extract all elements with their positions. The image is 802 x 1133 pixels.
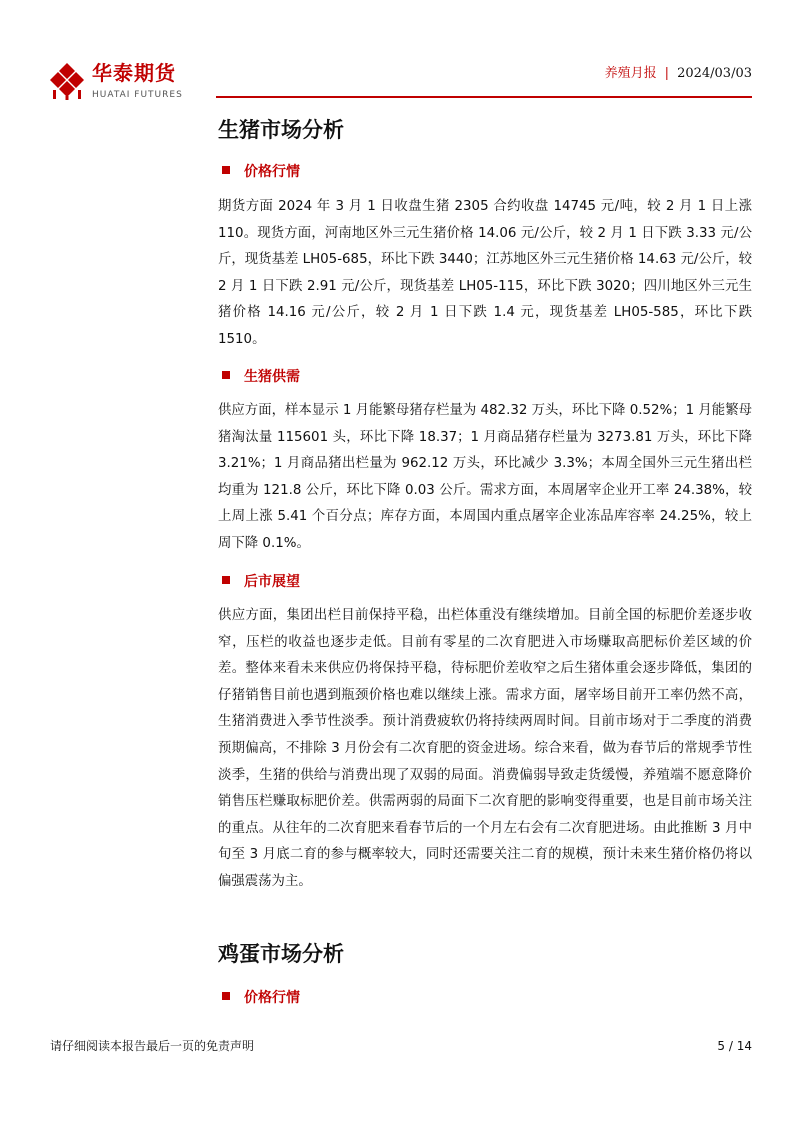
huatai-logo-icon xyxy=(50,62,84,100)
bullet-square-icon xyxy=(222,992,230,1000)
bullet-square-icon xyxy=(222,576,230,584)
report-category: 养殖月报 xyxy=(604,66,657,81)
subsection-heading-hog-supply-demand xyxy=(222,368,300,386)
subsection-heading-label: 后市展望 xyxy=(244,574,300,590)
paragraph-hog-supply-demand: 供应方面，样本显示 1 月能繁母猪存栏量为 482.32 万头，环比下降 0.52%；1 月能繁母猪淘汰量 115601 头，环比下降 18.37；1 月商品猪存栏量为 3273.81 万头，环比下降 3.21%；1 月商品猪出栏量为 962.12 万头，环比减少 3.3%；本周全国外三元生猪出栏均重为 121.8 公斤，环比下降 0.03 公斤。需求方面，本周屠宰企业开工率 24.38%，较上周上涨 5.41 个百分点；库存方面，本周国内重点屠宰企业冻品库容率 24.25%，较上周下降 0.1%。 xyxy=(218,403,752,551)
subsection-heading-label: 价格行情 xyxy=(244,990,300,1006)
brand-name-en: HUATAI FUTURES xyxy=(92,90,183,100)
subsection-heading-hog-outlook xyxy=(222,573,300,591)
subsection-heading-egg-price xyxy=(222,989,300,1007)
header-separator: | xyxy=(664,66,670,81)
report-date: 2024/03/03 xyxy=(677,66,752,81)
brand-name-cn: 华泰期货 xyxy=(92,61,176,85)
page-number: 5 / 14 xyxy=(717,1039,752,1053)
report-meta xyxy=(605,66,752,82)
bullet-square-icon xyxy=(222,371,230,379)
subsection-heading-label: 生猪供需 xyxy=(244,369,300,385)
paragraph-hog-price: 期货方面 2024 年 3 月 1 日收盘生猪 2305 合约收盘 14745 元/吨，较 2 月 1 日上涨 110。现货方面，河南地区外三元生猪价格 14.06 元/公斤，较 2 月 1 日下跌 3.33 元/公斤，现货基差 LH05-685，环比下跌 3440；江苏地区外三元生猪价格 14.63 元/公斤，较 2 月 1 日下跌 2.91 元/公斤，现货基差 LH05-115，环比下跌 3020；四川地区外三元生猪价格 14.16 元/公斤，较 2 月 1 日下跌 1.4 元，现货基差 LH05-585，环比下跌 1510。 xyxy=(218,199,752,347)
subsection-heading-label: 价格行情 xyxy=(244,164,300,180)
header-divider xyxy=(216,96,752,98)
section-title-hog: 生猪市场分析 xyxy=(218,118,344,142)
bullet-square-icon xyxy=(222,166,230,174)
footer-disclaimer: 请仔细阅读本报告最后一页的免责声明 xyxy=(50,1039,255,1053)
subsection-heading-hog-price xyxy=(222,163,300,181)
section-title-egg: 鸡蛋市场分析 xyxy=(218,942,344,966)
paragraph-hog-outlook: 供应方面，集团出栏目前保持平稳，出栏体重没有继续增加。目前全国的标肥价差逐步收窄，压栏的收益也逐步走低。目前有零星的二次育肥进入市场赚取高肥标价差区域的价差。整体来看未来供应仍将保持平稳，待标肥价差收窄之后生猪体重会逐步降低，集团的仔猪销售目前也遇到瓶颈价格也难以继续上涨。需求方面，屠宰场目前开工率仍然不高，生猪消费进入季节性淡季。预计消费疲软仍将持续两周时间。目前市场对于二季度的消费预期偏高，不排除 3 月份会有二次育肥的资金进场。综合来看，做为春节后的常规季节性淡季，生猪的供给与消费出现了双弱的局面。消费偏弱导致走货缓慢，养殖端不愿意降价销售压栏赚取标肥价差。供需两弱的局面下二次育肥的影响变得重要，也是目前市场关注的重点。从往年的二次育肥来看春节后的一个月左右会有二次育肥进场。由此推断 3 月中旬至 3 月底二育的参与概率较大，同时还需要关注二育的规模，预计未来生猪价格仍将以偏强震荡为主。 xyxy=(218,608,752,889)
